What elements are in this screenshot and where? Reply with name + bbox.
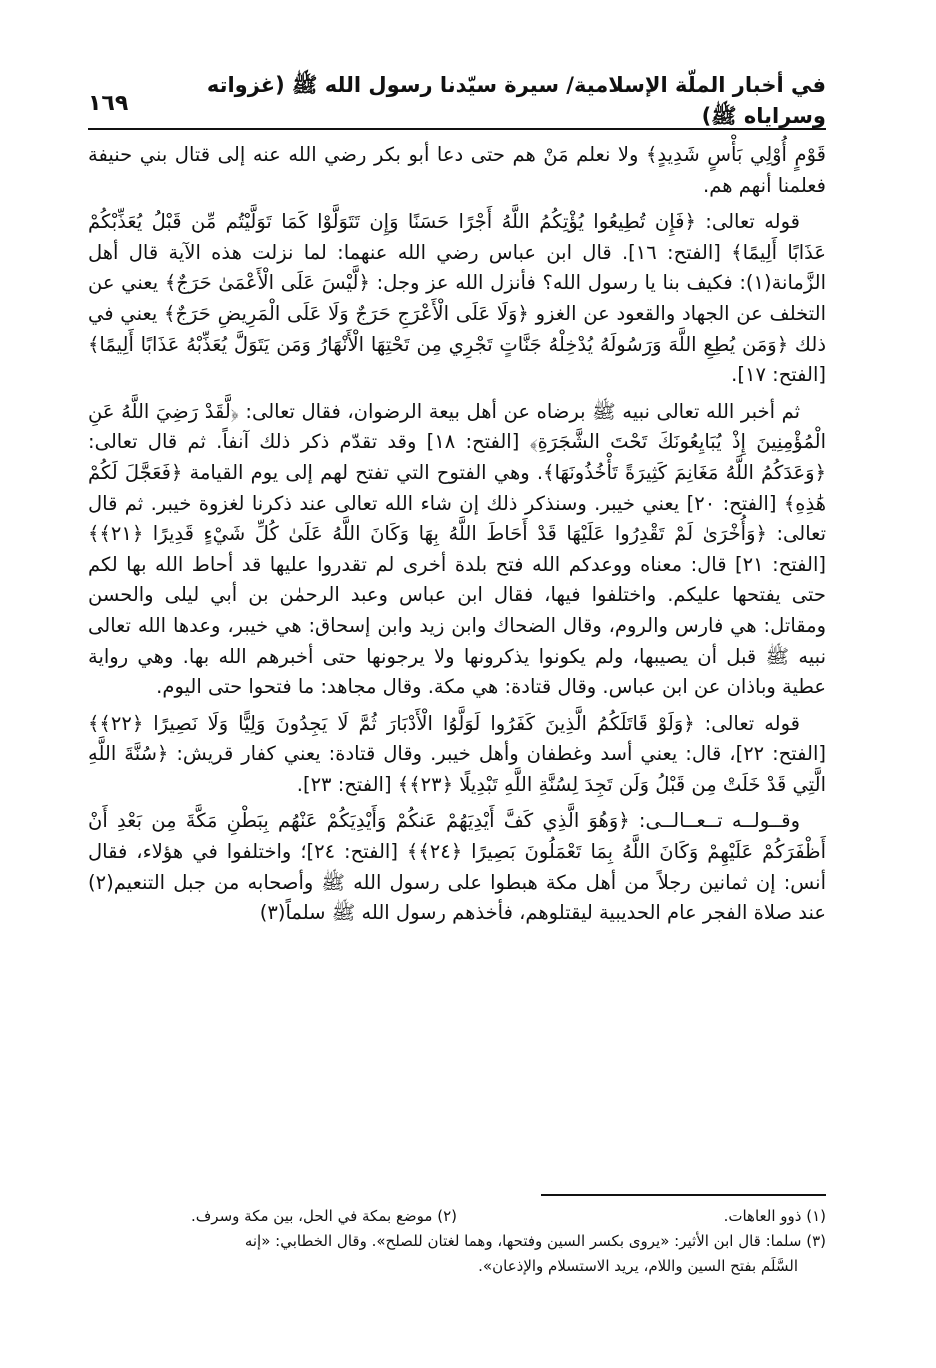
paragraph-3: ثم أخبر الله تعالى نبيه ﷺ برضاه عن أهل بيعة الرضوان، فقال تعالى: ﴿لَّقَدْ رَضِيَ اللَّهُ عَنِ الْمُؤْمِنِينَ إِذْ يُبَايِعُونَكَ تَحْتَ الشَّجَرَةِ﴾ [الفتح: ١٨] وقد تقدّم ذكر ذلك آنفاً. ثم قال تعالى: ﴿وَعَدَكُمُ اللَّهُ مَغَانِمَ كَثِيرَةً تَأْخُذُونَهَا﴾. وهي الفتوح التي تفتح لهم إلى يوم القيامة ﴿فَعَجَّلَ لَكُمْ هَٰذِهِ﴾ [الفتح: ٢٠] يعني خيبر. وسنذكر ذلك إن شاء الله تعالى عند ذكرنا لغزوة خيبر. ثم قال تعالى: ﴿وَأُخْرَىٰ لَمْ تَقْدِرُوا عَلَيْهَا قَدْ أَحَاطَ اللَّهُ بِهَا وَكَانَ اللَّهُ عَلَىٰ كُلِّ شَيْءٍ قَدِيرًا ﴿٢١﴾﴾ [الفتح: ٢١] قال: معناه ووعدكم الله فتح بلدة أخرى لم تقدروا عليها قد أحاط الله بها لكم حتى يفتحها عليكم. واختلفوا فيها، فقال ابن عباس وعبد الرحمٰن بن أبي ليلى والحسن ومقاتل: هي فارس والروم، وقال الضحاك وابن زيد وابن إسحاق: هي خيبر، وعدها الله تعالى نبيه ﷺ قبل أن يصيبها، ولم يكونوا يذكرونها ولا يرجونها حتى أخبرهم الله بها. وهي رواية عطية وباذان عن ابن عباس. وقال قتادة: هي مكة. وقال مجاهد: ما فتحوا حتى اليوم. xyxy=(88,399,827,699)
header-title: في أخبار الملّة الإسلامية/ سيرة سيّدنا رسول الله ﷺ (غزواته وسراياه ﷺ) xyxy=(206,73,826,128)
main-text xyxy=(88,140,826,935)
footnote-3-cont: السَّلَم بفتح السين واللام، يريد الاستسلام والإذعان». xyxy=(478,1257,798,1275)
footnote-2: (٢) موضع بمكة في الحل، بين مكة وسرف. xyxy=(190,1207,457,1225)
paragraph-2: قوله تعالى: ﴿فَإِن تُطِيعُوا يُؤْتِكُمُ اللَّهُ أَجْرًا حَسَنًا وَإِن تَتَوَلَّوْا كَمَا تَوَلَّيْتُم مِّن قَبْلُ يُعَذِّبْكُمْ عَذَابًا أَلِيمًا﴾ [الفتح: ١٦]. قال ابن عباس رضي الله عنهما: لما نزلت هذه الآية قال أهل الزَّمانة(١): فكيف بنا يا رسول الله؟ فأنزل الله عز وجل: ﴿لَّيْسَ عَلَى الْأَعْمَىٰ حَرَجٌ﴾ يعني عن التخلف عن الجهاد والقعود عن الغزو ﴿وَلَا عَلَى الْأَعْرَجِ حَرَجٌ وَلَا عَلَى الْمَرِيضِ حَرَجٌ﴾ يعني في ذلك ﴿وَمَن يُطِعِ اللَّهَ وَرَسُولَهُ يُدْخِلْهُ جَنَّاتٍ تَجْرِي مِن تَحْتِهَا الْأَنْهَارُ وَمَن يَتَوَلَّ يُعَذِّبْهُ عَذَابًا أَلِيمًا﴾ [الفتح: ١٧]. xyxy=(88,210,826,387)
footnote-rule xyxy=(541,1194,826,1196)
footnote-1: (١) ذوو العاهات. xyxy=(723,1207,826,1225)
footnote-3: (٣) سلما: قال ابن الأثير: «يروى بكسر السين وفتحها، وهما لغتان للصلح». وقال الخطابي: «إنه xyxy=(244,1232,826,1250)
paragraph-4: قوله تعالى: ﴿وَلَوْ قَاتَلَكُمُ الَّذِينَ كَفَرُوا لَوَلَّوُا الْأَدْبَارَ ثُمَّ لَا يَجِدُونَ وَلِيًّا وَلَا نَصِيرًا ﴿٢٢﴾﴾ [الفتح: ٢٢]، قال: يعني أسد وغطفان وأهل خيبر. وقال قتادة: يعني كفار قريش: ﴿سُنَّةَ اللَّهِ الَّتِي قَدْ خَلَتْ مِن قَبْلُ وَلَن تَجِدَ لِسُنَّةِ اللَّهِ تَبْدِيلًا ﴿٢٣﴾﴾ [الفتح: ٢٣]. xyxy=(88,711,826,796)
footnote-row xyxy=(88,1204,826,1229)
paragraph-5: وقــولــه تــعــالــى: ﴿وَهُوَ الَّذِي كَفَّ أَيْدِيَهُمْ عَنكُمْ وَأَيْدِيَكُمْ عَنْهُم بِبَطْنِ مَكَّةَ مِن بَعْدِ أَنْ أَظْفَرَكُمْ عَلَيْهِمْ وَكَانَ اللَّهُ بِمَا تَعْمَلُونَ بَصِيرًا ﴿٢٤﴾﴾ [الفتح: ٢٤]؛ واختلفوا في هؤلاء، فقال أنس: إن ثمانين رجلاً من أهل مكة هبطوا على رسول الله ﷺ وأصحابه من جبل التنعيم(٢) عند صلاة الفجر عام الحديبية ليقتلوهم، فأخذهم رسول الله ﷺ سلماً(٣) xyxy=(88,809,826,925)
header-rule xyxy=(88,128,826,130)
running-header xyxy=(88,73,826,128)
page-number: ١٦٩ xyxy=(88,90,129,116)
paragraph-1: قَوْمٍ أُوْلِي بَأْسٍ شَدِيدٍ﴾ ولا نعلم مَنْ هم حتى دعا أبو بكر رضي الله عنه إلى قتال بني حنيفة فعلمنا أنهم هم. xyxy=(88,143,826,197)
footnotes xyxy=(88,1204,826,1279)
